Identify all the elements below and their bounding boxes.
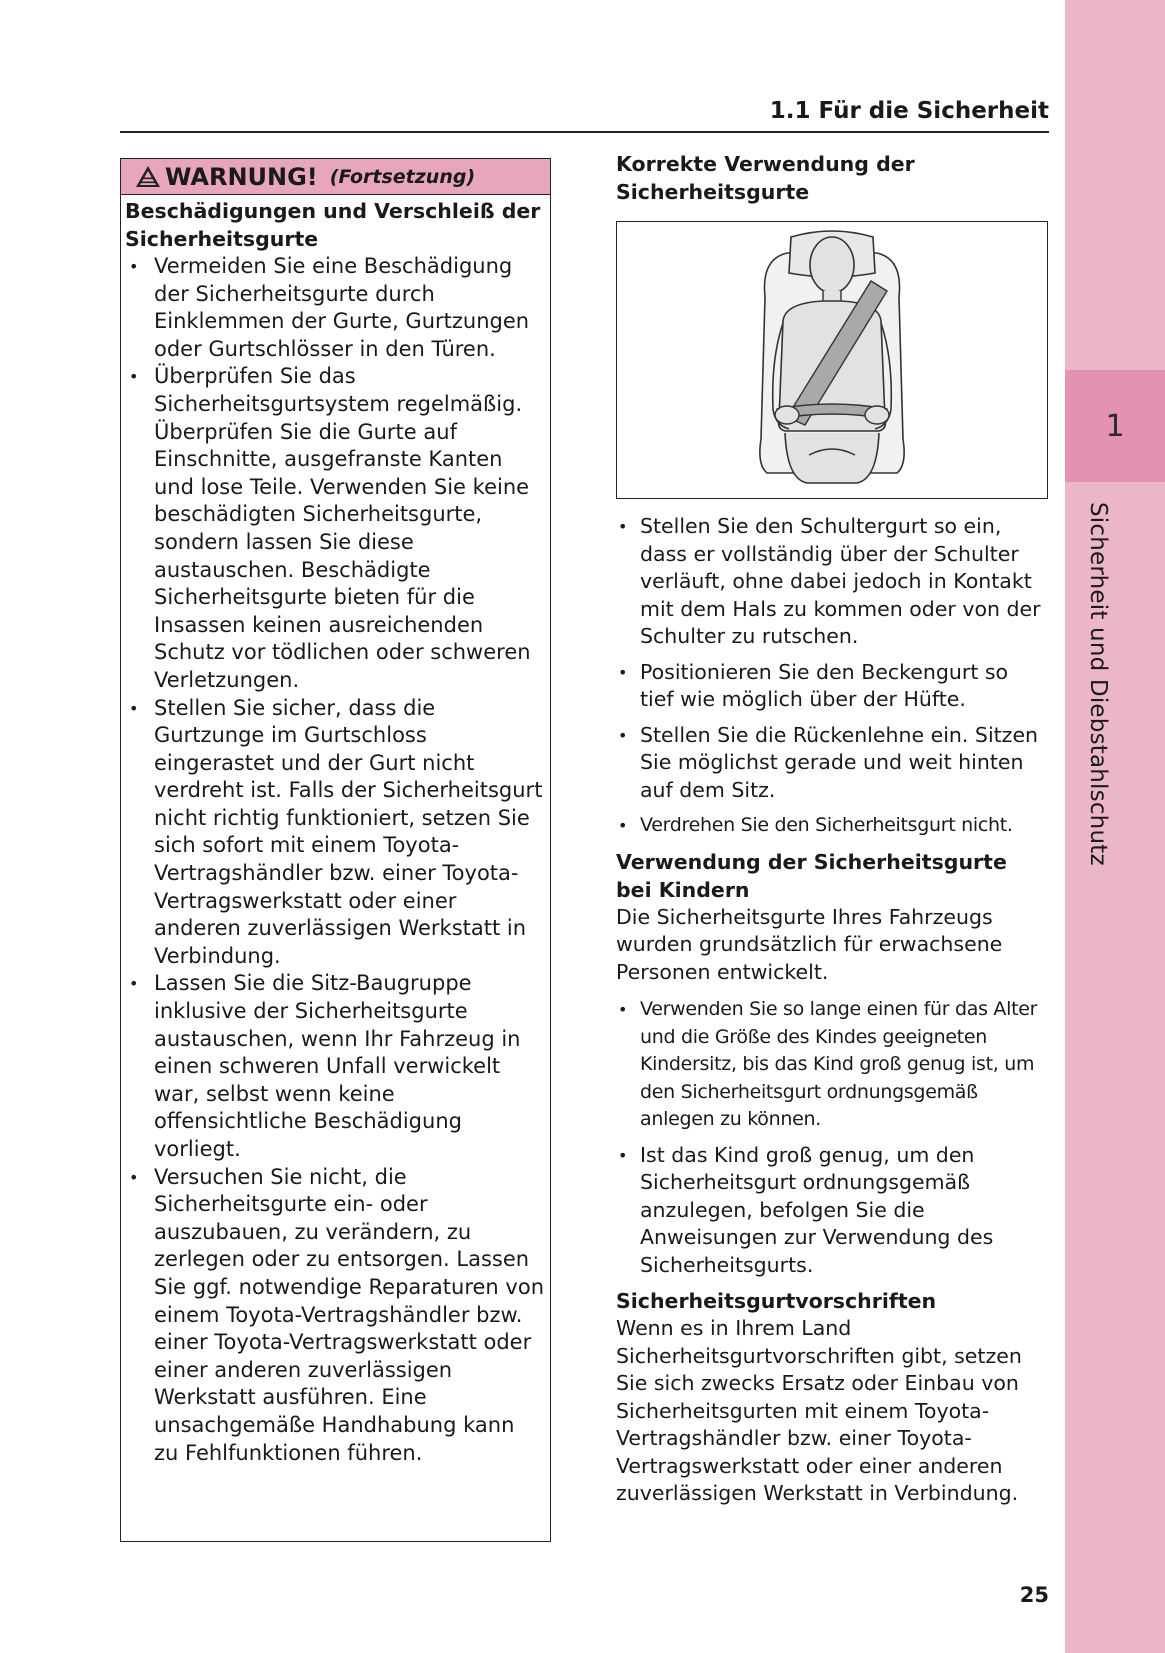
warning-item: • Versuchen Sie nicht, die Sicherheitsgurte ein- oder auszubauen, zu verändern, zu zerlegen oder zu entsorgen. Lassen Sie ggf. notwendige Reparaturen von einem Toyota-Vertragshändler bzw. einer Toyota-Vertragswerkstatt oder einer anderen zuverlässigen Werkstatt ausführen. Eine unsachgemäße Handhabung kann zu Fehlfunktionen führen. [125,1164,544,1468]
list-item: • Ist das Kind groß genug, um den Sicherheitsgurt ordnungsgemäß anzulegen, befolgen Sie die Anweisungen zur Verwendung des Sicherheitsgurts. [616,1142,1046,1280]
children-paragraph: Die Sicherheitsgurte Ihres Fahrzeugs wurden grundsätzlich für erwachsene Personen entwickelt. [616,904,1003,984]
chapter-title: Sicherheit und Diebstahlschutz [1085,502,1111,866]
list-item: • Positionieren Sie den Beckengurt so tief wie möglich über der Hüfte. [616,659,1046,714]
chapter-number-tab[interactable] [1065,370,1165,482]
list-item: • Stellen Sie den Schultergurt so ein, dass er vollständig über der Schulter verläuft, ohne dabei jedoch in Kontakt mit dem Hals zu kommen oder von der Schulter zu rutschen. [616,513,1046,651]
warning-box [120,158,551,1542]
list-item: • Stellen Sie die Rückenlehne ein. Sitzen Sie möglichst gerade und weit hinten auf dem Sitz. [616,722,1046,805]
warning-list [125,253,544,1467]
warning-item: • Überprüfen Sie das Sicherheitsgurtsystem regelmäßig. Überprüfen Sie die Gurte auf Einschnitte, ausgefranste Kanten und lose Teile. Verwenden Sie keine beschädigten Sicherheitsgurte, sondern lassen Sie diese austauschen. Beschädigte Sicherheitsgurte bieten für die Insassen keinen ausreichenden Schutz vor tödlichen oder schweren Verletzungen. [125,363,544,694]
warning-item: • Stellen Sie sicher, dass die Gurtzunge im Gurtschloss eingerastet und der Gurt nicht verdreht ist. Falls der Sicherheitsgurt nicht richtig funktioniert, setzen Sie sich sofort mit einem Toyota-Vertragshändler bzw. einer Toyota-Vertragswerkstatt oder einer anderen zuverlässigen Werkstatt in Verbindung. [125,695,544,971]
chapter-number: 1 [1105,408,1125,444]
seatbelt-usage-heading: Korrekte Verwendung der Sicherheitsgurte [616,152,915,204]
section-header-title: 1.1 Für die Sicherheit [769,98,1049,124]
warning-item: • Vermeiden Sie eine Beschädigung der Sicherheitsgurte durch Einklemmen der Gurte, Gurtzungen oder Gurtschlösser in den Türen. [125,253,544,363]
regulations-paragraph: Wenn es in Ihrem Land Sicherheitsgurtvorschriften gibt, setzen Sie sich zwecks Ersatz oder Einbau von Sicherheitsgurten mit einem Toyota-Vertragshändler bzw. einer Toyota-Vertragswerkstatt oder einer anderen zuverlässigen Werkstatt in Verbindung. [616,1316,1022,1505]
list-item: • Verdrehen Sie den Sicherheitsgurt nicht. [616,812,1046,840]
warning-label: WARNUNG! [165,162,318,191]
seatbelt-illustration [616,221,1048,499]
regulations-heading: Sicherheitsgurtvorschriften [616,1289,937,1313]
children-list [616,996,1046,1279]
warning-item: • Lassen Sie die Sitz-Baugruppe inklusive der Sicherheitsgurte austauschen, wenn Ihr Fahrzeug in einen schweren Unfall verwickelt war, selbst wenn keine offensichtliche Beschädigung vorliegt. [125,970,544,1163]
list-item: • Verwenden Sie so lange einen für das Alter und die Größe des Kindes geeigneten Kindersitz, bis das Kind groß genug ist, um den Sicherheitsgurt ordnungsgemäß anlegen zu können. [616,996,1046,1134]
warning-subheading: Beschädigungen und Verschleiß der Sicherheitsgurte [125,199,541,251]
warning-header [121,159,550,195]
page-number: 25 [1019,1583,1049,1607]
chapter-title-vertical [1077,502,1117,866]
children-heading: Verwendung der Sicherheitsgurte bei Kindern [616,849,1007,902]
warning-continuation: (Fortsetzung) [329,165,476,188]
warning-body [121,195,550,1467]
seated-person-belt-illustration [747,229,917,491]
header-divider [120,131,1049,133]
seatbelt-usage-list [616,513,1046,840]
warning-triangle-icon [135,165,161,188]
right-column [616,150,1046,1518]
